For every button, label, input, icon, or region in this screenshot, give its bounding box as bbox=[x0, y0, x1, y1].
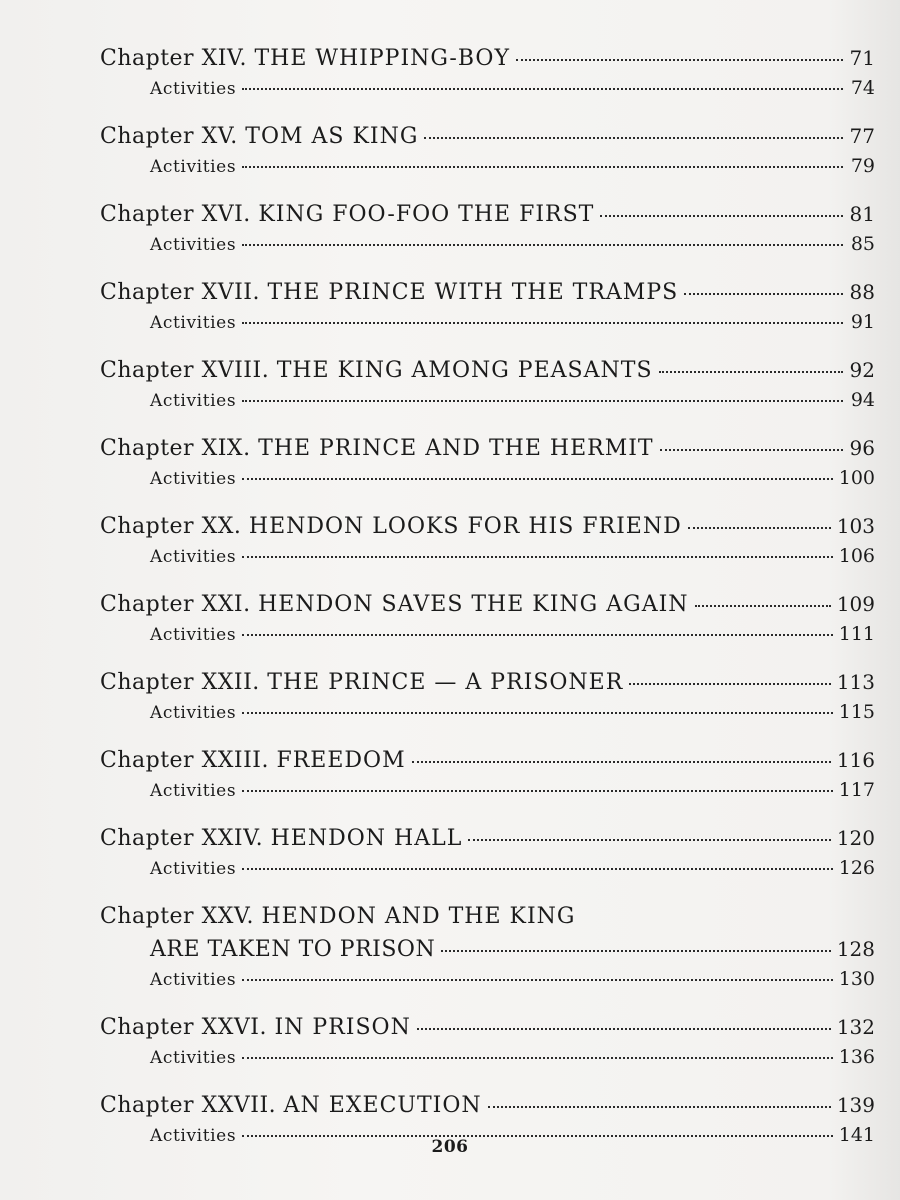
chapter-heading bbox=[100, 588, 689, 621]
chapter-page-number: 116 bbox=[836, 748, 875, 772]
chapter-page-number: 92 bbox=[849, 358, 875, 382]
activities-page-number: 94 bbox=[850, 389, 875, 411]
chapter-heading bbox=[100, 510, 682, 543]
chapter-page-number: 128 bbox=[836, 937, 875, 961]
dot-leader bbox=[242, 244, 843, 246]
dot-leader bbox=[242, 166, 843, 168]
dot-leader bbox=[441, 950, 831, 952]
chapter-title: TOM AS KING bbox=[245, 124, 419, 149]
chapter-heading bbox=[100, 744, 406, 777]
activities-label: Activities bbox=[150, 313, 237, 333]
chapter-heading bbox=[100, 276, 678, 309]
dot-leader bbox=[242, 322, 843, 324]
chapter-row bbox=[100, 744, 875, 777]
chapter-title: THE WHIPPING-BOY bbox=[254, 46, 510, 71]
chapter-heading bbox=[100, 120, 418, 153]
toc-entry bbox=[100, 666, 875, 725]
dot-leader bbox=[629, 683, 831, 685]
activities-row bbox=[100, 777, 875, 803]
activities-label: Activities bbox=[150, 970, 237, 990]
chapter-title: AN EXECUTION bbox=[283, 1093, 482, 1118]
chapter-page-number: 88 bbox=[849, 280, 875, 304]
dot-leader bbox=[468, 839, 830, 841]
toc-entry bbox=[100, 198, 875, 257]
dot-leader bbox=[659, 371, 843, 373]
activities-page-number: 100 bbox=[838, 467, 875, 489]
dot-leader bbox=[242, 712, 833, 714]
toc-entry bbox=[100, 120, 875, 179]
activities-row bbox=[100, 387, 875, 413]
toc-entry bbox=[100, 42, 875, 101]
chapter-title: HENDON HALL bbox=[270, 826, 463, 851]
chapter-row bbox=[100, 1011, 875, 1044]
toc-entry bbox=[100, 432, 875, 491]
chapter-row bbox=[100, 933, 875, 966]
activities-page-number: 117 bbox=[838, 779, 875, 801]
activities-label: Activities bbox=[150, 391, 237, 411]
chapter-title: THE PRINCE AND THE HERMIT bbox=[258, 436, 654, 461]
chapter-row bbox=[100, 666, 875, 699]
chapter-title: THE KING AMONG PEASANTS bbox=[276, 358, 653, 383]
chapter-page-number: 103 bbox=[836, 514, 875, 538]
dot-leader bbox=[242, 88, 843, 90]
chapter-row bbox=[100, 354, 875, 387]
chapter-heading bbox=[100, 900, 875, 933]
chapter-row bbox=[100, 588, 875, 621]
chapter-title: THE PRINCE WITH THE TRAMPS bbox=[267, 280, 679, 305]
chapter-title: HENDON SAVES THE KING AGAIN bbox=[258, 592, 689, 617]
activities-label: Activities bbox=[150, 703, 237, 723]
activities-label: Activities bbox=[150, 547, 237, 567]
chapter-heading bbox=[100, 666, 623, 699]
dot-leader bbox=[242, 1057, 833, 1059]
activities-row bbox=[100, 309, 875, 335]
dot-leader bbox=[242, 634, 833, 636]
chapter-heading bbox=[100, 432, 654, 465]
chapter-page-number: 81 bbox=[849, 202, 875, 226]
dot-leader bbox=[688, 527, 831, 529]
activities-label: Activities bbox=[150, 157, 237, 177]
dot-leader bbox=[417, 1028, 831, 1030]
activities-page-number: 130 bbox=[838, 968, 875, 990]
chapter-number: Chapter XV. bbox=[100, 124, 238, 149]
activities-row bbox=[100, 231, 875, 257]
chapter-title: THE PRINCE — A PRISONER bbox=[267, 670, 624, 695]
activities-label: Activities bbox=[150, 79, 237, 99]
chapter-page-number: 109 bbox=[836, 592, 875, 616]
toc-entry bbox=[100, 510, 875, 569]
dot-leader bbox=[684, 293, 843, 295]
chapter-number: Chapter XXVI. bbox=[100, 1015, 267, 1040]
table-of-contents bbox=[100, 42, 875, 1167]
chapter-row bbox=[100, 120, 875, 153]
toc-entry bbox=[100, 744, 875, 803]
chapter-page-number: 139 bbox=[836, 1093, 875, 1117]
chapter-page-number: 113 bbox=[836, 670, 875, 694]
activities-row bbox=[100, 1044, 875, 1070]
activities-row bbox=[100, 465, 875, 491]
activities-row bbox=[100, 855, 875, 881]
activities-page-number: 115 bbox=[838, 701, 875, 723]
chapter-page-number: 77 bbox=[849, 124, 875, 148]
chapter-heading bbox=[100, 198, 594, 231]
chapter-number: Chapter XXVII. bbox=[100, 1093, 277, 1118]
dot-leader bbox=[412, 761, 831, 763]
chapter-row bbox=[100, 432, 875, 465]
chapter-heading bbox=[100, 1011, 411, 1044]
chapter-title: IN PRISON bbox=[274, 1015, 411, 1040]
chapter-title: HENDON AND THE KING bbox=[261, 904, 576, 929]
activities-page-number: 74 bbox=[850, 77, 875, 99]
chapter-number: Chapter XIX. bbox=[100, 436, 251, 461]
chapter-row bbox=[100, 42, 875, 75]
chapter-row bbox=[100, 510, 875, 543]
dot-leader bbox=[242, 478, 833, 480]
chapter-heading bbox=[100, 822, 462, 855]
chapter-page-number: 120 bbox=[836, 826, 875, 850]
toc-entry bbox=[100, 276, 875, 335]
toc-entry bbox=[100, 588, 875, 647]
chapter-row bbox=[100, 1089, 875, 1122]
dot-leader bbox=[424, 137, 843, 139]
chapter-title: HENDON LOOKS FOR HIS FRIEND bbox=[248, 514, 682, 539]
chapter-heading bbox=[100, 42, 510, 75]
chapter-heading bbox=[100, 1089, 482, 1122]
dot-leader bbox=[695, 605, 831, 607]
activities-label: Activities bbox=[150, 859, 237, 879]
dot-leader bbox=[242, 556, 833, 558]
activities-page-number: 106 bbox=[838, 545, 875, 567]
activities-row bbox=[100, 153, 875, 179]
chapter-title: KING FOO-FOO THE FIRST bbox=[258, 202, 595, 227]
activities-label: Activities bbox=[150, 781, 237, 801]
activities-page-number: 111 bbox=[838, 623, 875, 645]
activities-page-number: 91 bbox=[850, 311, 875, 333]
activities-page-number: 126 bbox=[838, 857, 875, 879]
activities-label: Activities bbox=[150, 1126, 237, 1146]
activities-label: Activities bbox=[150, 1048, 237, 1068]
activities-row bbox=[100, 966, 875, 992]
page-number: 206 bbox=[431, 1137, 469, 1157]
chapter-number: Chapter XXI. bbox=[100, 592, 251, 617]
chapter-number: Chapter XXIV. bbox=[100, 826, 264, 851]
dot-leader bbox=[242, 979, 833, 981]
activities-row bbox=[100, 699, 875, 725]
chapter-page-number: 132 bbox=[836, 1015, 875, 1039]
activities-label: Activities bbox=[150, 469, 237, 489]
chapter-number: Chapter XIV. bbox=[100, 46, 247, 71]
chapter-number: Chapter XXII. bbox=[100, 670, 260, 695]
chapter-row bbox=[100, 276, 875, 309]
dot-leader bbox=[242, 400, 843, 402]
activities-label: Activities bbox=[150, 235, 237, 255]
chapter-page-number: 96 bbox=[849, 436, 875, 460]
activities-row bbox=[100, 543, 875, 569]
dot-leader bbox=[488, 1106, 831, 1108]
toc-entry bbox=[100, 354, 875, 413]
chapter-row bbox=[100, 198, 875, 231]
chapter-number: Chapter XVI. bbox=[100, 202, 251, 227]
activities-page-number: 85 bbox=[850, 233, 875, 255]
activities-row bbox=[100, 621, 875, 647]
chapter-row bbox=[100, 822, 875, 855]
dot-leader bbox=[660, 449, 843, 451]
chapter-number: Chapter XVIII. bbox=[100, 358, 270, 383]
activities-row bbox=[100, 75, 875, 101]
activities-page-number: 141 bbox=[838, 1124, 875, 1146]
chapter-number: Chapter XXIII. bbox=[100, 748, 269, 773]
activities-page-number: 79 bbox=[850, 155, 875, 177]
toc-entry bbox=[100, 900, 875, 992]
dot-leader bbox=[242, 868, 833, 870]
dot-leader bbox=[516, 59, 843, 61]
activities-page-number: 136 bbox=[838, 1046, 875, 1068]
chapter-title-continuation: ARE TAKEN TO PRISON bbox=[150, 937, 436, 962]
activities-label: Activities bbox=[150, 625, 237, 645]
chapter-number: Chapter XXV. bbox=[100, 904, 254, 929]
chapter-title: FREEDOM bbox=[276, 748, 406, 773]
chapter-page-number: 71 bbox=[849, 46, 875, 70]
toc-entry bbox=[100, 822, 875, 881]
toc-entry bbox=[100, 1011, 875, 1070]
chapter-number: Chapter XVII. bbox=[100, 280, 260, 305]
chapter-heading bbox=[100, 354, 653, 387]
dot-leader bbox=[600, 215, 843, 217]
chapter-number: Chapter XX. bbox=[100, 514, 242, 539]
dot-leader bbox=[242, 790, 833, 792]
